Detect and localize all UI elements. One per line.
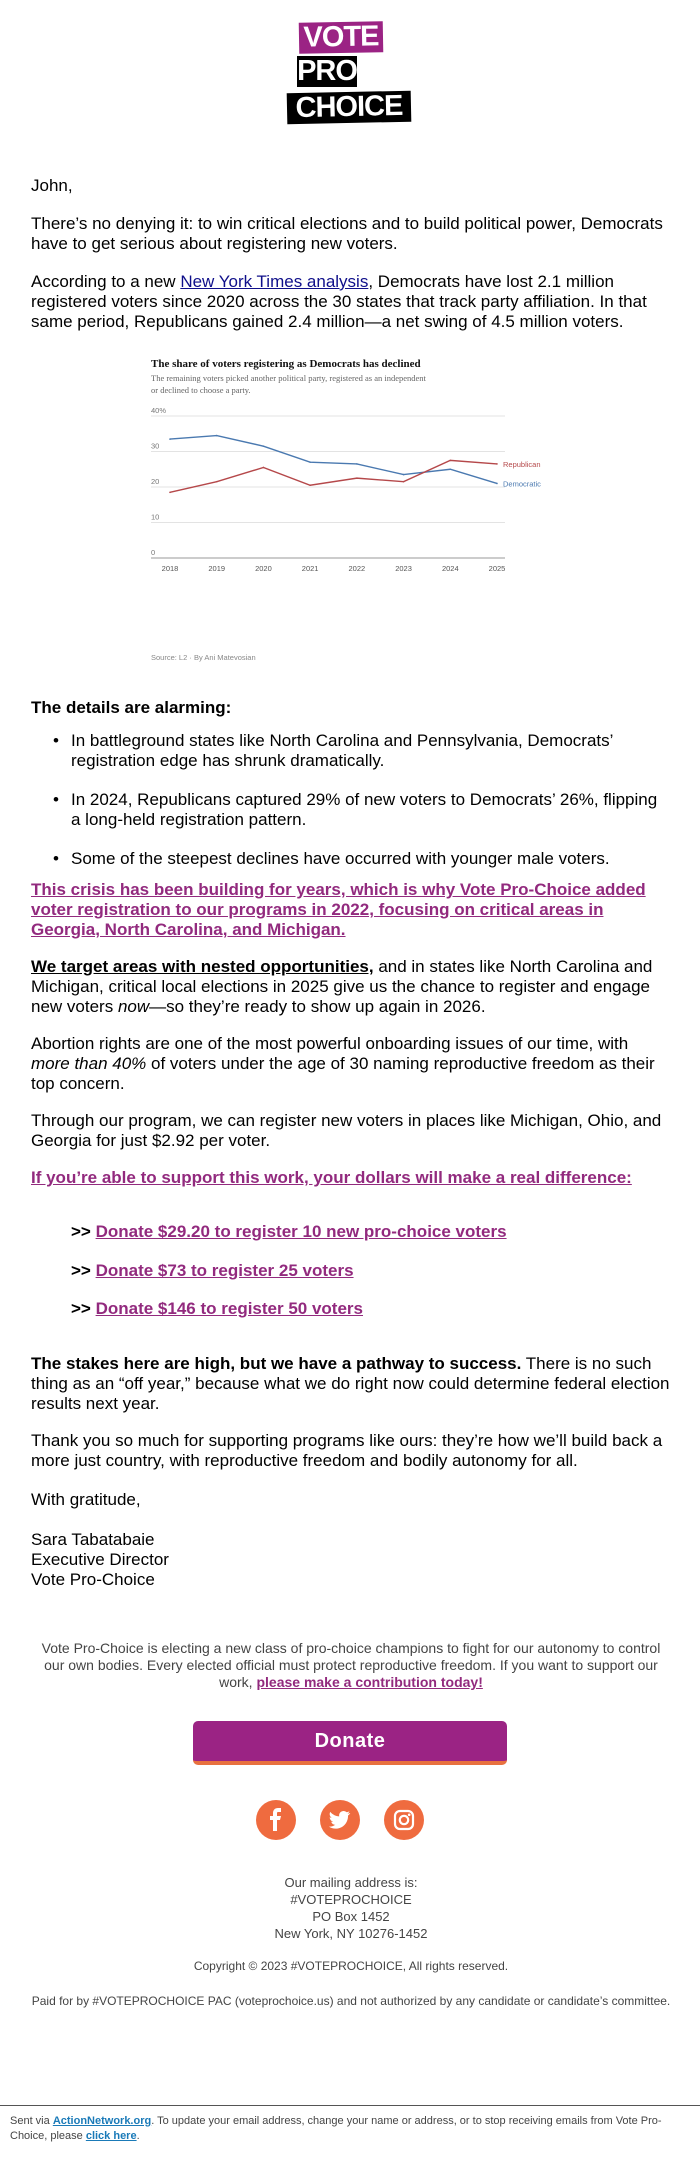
logo-line-choice: CHOICE bbox=[287, 91, 412, 125]
program-paragraph: Through our program, we can register new voters in places like Michigan, Ohio, and Georgia for just $2.92 per voter. bbox=[31, 1111, 662, 1150]
y-tick-label: 40% bbox=[151, 406, 167, 415]
signature-block bbox=[31, 1490, 671, 1590]
data-point bbox=[263, 467, 265, 469]
data-point bbox=[496, 463, 498, 465]
vote-pro-choice-logo bbox=[287, 22, 415, 126]
series-line-republican bbox=[170, 460, 497, 492]
mailing-address: Our mailing address is: #VOTEPROCHOICE PO Box 1452 New York, NY 10276-1452 bbox=[274, 1875, 428, 1941]
bullet-dot: • bbox=[53, 849, 59, 868]
series-line-democratic bbox=[170, 436, 497, 484]
footer-divider bbox=[0, 2105, 700, 2106]
data-point bbox=[356, 477, 358, 479]
bullet-dot: • bbox=[53, 731, 59, 750]
data-point bbox=[263, 445, 265, 447]
footer-mission: Vote Pro-Choice is electing a new class of pro-choice champions to fight for our autonomy to control our own bodies. Every elected official must protect reproductive freedom. If you want to support our work, please make a contribution today! bbox=[41, 1640, 661, 1690]
x-tick-label: 2024 bbox=[441, 564, 459, 573]
data-point bbox=[216, 435, 218, 437]
x-tick-label: 2025 bbox=[488, 564, 506, 573]
closing: With gratitude, bbox=[31, 1490, 141, 1509]
signer-name: Sara Tabatabaie bbox=[31, 1530, 155, 1549]
twitter-icon bbox=[320, 1800, 360, 1840]
legend-label-democratic: Democratic bbox=[503, 479, 541, 489]
chart-y-ticks bbox=[151, 406, 166, 557]
data-point bbox=[496, 483, 498, 485]
abortion-paragraph: Abortion rights are one of the most powerful onboarding issues of our time, with more than 40% of voters under the age of 30 naming reproductive freedom as their top concern. bbox=[31, 1034, 655, 1093]
donate-option-10: >> Donate $29.20 to register 10 new pro-choice voters bbox=[71, 1222, 507, 1241]
bullet-dot: • bbox=[53, 790, 59, 809]
donate-25-link[interactable]: Donate $73 to register 25 voters bbox=[95, 1261, 354, 1280]
x-tick-label: 2021 bbox=[301, 564, 319, 573]
donate-50-link[interactable]: Donate $146 to register 50 voters bbox=[95, 1299, 363, 1318]
support-paragraph bbox=[31, 1168, 671, 1188]
instagram-link[interactable] bbox=[384, 1800, 424, 1840]
data-point bbox=[403, 481, 405, 483]
y-tick-label: 30 bbox=[151, 441, 160, 451]
list-item: • Some of the steepest declines have occurred with younger male voters. bbox=[53, 849, 610, 868]
y-tick-label: 10 bbox=[151, 512, 160, 522]
chart-legend bbox=[503, 460, 541, 489]
donate-option-25: >> Donate $73 to register 25 voters bbox=[71, 1261, 354, 1280]
list-item: • In battleground states like North Carolina and Pennsylvania, Democrats’ registration edge has shrunk dramatically. bbox=[53, 731, 613, 770]
sent-via-notice: Sent via ActionNetwork.org. To update your email address, change your name or address, or to stop receiving emails from Vote Pro-Choice, please click here. bbox=[10, 2115, 662, 2142]
nyt-analysis-link[interactable]: New York Times analysis bbox=[180, 272, 369, 291]
chart-series bbox=[169, 435, 498, 493]
chart-x-ticks bbox=[162, 564, 506, 573]
target-bold: We target areas with nested opportunities, bbox=[31, 957, 374, 976]
facebook-icon bbox=[256, 1800, 296, 1840]
details-heading: The details are alarming: bbox=[31, 698, 232, 717]
thanks-paragraph: Thank you so much for supporting programs like ours: they’re how we’ll build back a more just country, with reproductive freedom and bodily autonomy for all. bbox=[31, 1431, 663, 1470]
x-tick-label: 2019 bbox=[208, 564, 226, 573]
voter-share-chart bbox=[140, 352, 560, 670]
instagram-icon bbox=[384, 1800, 424, 1840]
data-point bbox=[449, 468, 451, 470]
chart-title: The share of voters registering as Democrats has declined bbox=[151, 358, 421, 370]
actionnetwork-link[interactable]: ActionNetwork.org bbox=[52, 2115, 152, 2127]
chart-subtitle-wrap bbox=[151, 372, 431, 404]
copyright: Copyright © 2023 #VOTEPROCHOICE, All rights reserved. bbox=[193, 1959, 509, 1973]
list-item: • In 2024, Republicans captured 29% of new voters to Democrats’ 26%, flipping a long-held registration pattern. bbox=[53, 790, 658, 829]
logo-line-vote: VOTE bbox=[299, 21, 384, 53]
signer-org: Vote Pro-Choice bbox=[31, 1570, 155, 1589]
x-tick-label: 2020 bbox=[255, 564, 272, 573]
details-list bbox=[53, 731, 671, 888]
data-point bbox=[449, 460, 451, 462]
data-point bbox=[356, 463, 358, 465]
legend-label-republican: Republican bbox=[503, 459, 541, 469]
logo-line-pro: PRO bbox=[297, 55, 357, 87]
x-tick-label: 2018 bbox=[161, 564, 179, 573]
chart-subtitle: The remaining voters picked another political party, registered as an independent or declined to choose a party. bbox=[151, 373, 426, 395]
paid-for-disclaimer: Paid for by #VOTEPROCHOICE PAC (voteprochoice.us) and not authorized by any candidate or candidate’s committee. bbox=[31, 1994, 671, 2008]
data-point bbox=[309, 484, 311, 486]
chart-source: Source: L2 · By Ani Matevosian bbox=[151, 653, 256, 662]
facebook-link[interactable] bbox=[256, 1800, 296, 1840]
support-link[interactable]: If you’re able to support this work, your dollars will make a real difference: bbox=[31, 1168, 632, 1187]
y-tick-label: 0 bbox=[151, 548, 156, 557]
target-paragraph: We target areas with nested opportunities, and in states like North Carolina and Michigan, critical local elections in 2025 give us the chance to register and engage new voters now—so they’re ready to show up again in 2026. bbox=[31, 957, 653, 1016]
x-tick-label: 2023 bbox=[395, 564, 412, 573]
contribution-link[interactable]: please make a contribution today! bbox=[256, 1674, 483, 1690]
x-tick-label: 2022 bbox=[348, 564, 366, 573]
greeting: John, bbox=[31, 176, 73, 195]
analysis-paragraph: According to a new New York Times analysis, Democrats have lost 2.1 million registered voters since 2020 across the 30 states that track party affiliation. In that same period, Republicans gained 2.4 million—a net swing of 4.5 million voters. bbox=[31, 272, 647, 331]
signer-title: Executive Director bbox=[31, 1550, 169, 1569]
crisis-paragraph bbox=[31, 880, 671, 940]
stakes-paragraph: The stakes here are high, but we have a pathway to success. There is no such thing as an “off year,” because what we do right now could determine federal election results next year. bbox=[31, 1354, 670, 1413]
donate-button[interactable]: Donate bbox=[193, 1721, 507, 1765]
crisis-link[interactable]: This crisis has been building for years, which is why Vote Pro-Choice added voter registration to our programs in 2022, focusing on critical areas in Georgia, North Carolina, and Michigan. bbox=[31, 880, 646, 939]
data-point bbox=[309, 461, 311, 463]
data-point bbox=[403, 474, 405, 476]
donate-10-link[interactable]: Donate $29.20 to register 10 new pro-choice voters bbox=[95, 1222, 507, 1241]
twitter-link[interactable] bbox=[320, 1800, 360, 1840]
data-point bbox=[169, 438, 171, 440]
data-point bbox=[216, 481, 218, 483]
donate-option-50: >> Donate $146 to register 50 voters bbox=[71, 1299, 363, 1318]
data-point bbox=[169, 492, 171, 494]
y-tick-label: 20 bbox=[151, 477, 160, 486]
intro-paragraph: There’s no denying it: to win critical elections and to build political power, Democrats have to get serious about registering new voters. bbox=[31, 214, 663, 253]
chart-grid bbox=[151, 416, 505, 558]
unsubscribe-link[interactable]: click here bbox=[85, 2130, 137, 2142]
